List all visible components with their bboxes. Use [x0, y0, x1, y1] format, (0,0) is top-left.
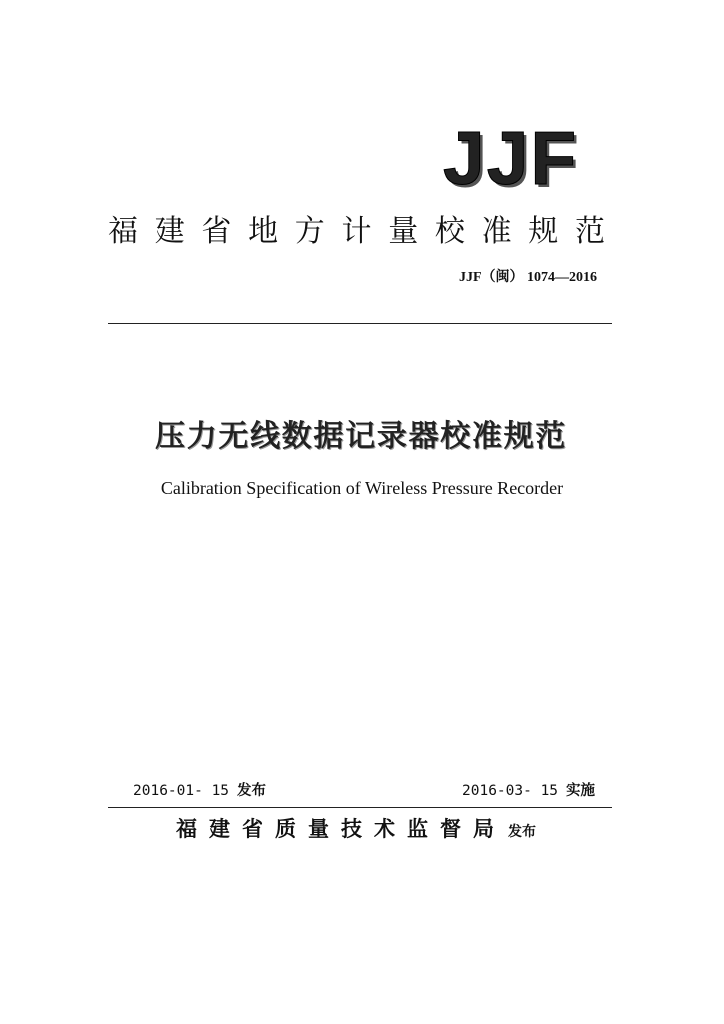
implement-label: 实施: [566, 783, 596, 799]
top-divider: [108, 323, 612, 324]
standard-number: JJF（闽） 1074—2016: [458, 270, 597, 285]
implement-date: 2016-03- 15: [462, 783, 559, 799]
document-title-chinese: 压力无线数据记录器校准规范: [155, 419, 568, 454]
issuer-name: 福建省质量技术监督局: [176, 816, 506, 841]
implement-date-line: [462, 781, 595, 800]
jjf-logo: JJF: [443, 116, 579, 200]
series-title: 福建省地方计量校准规范: [108, 214, 622, 249]
issuer-line: [176, 817, 536, 844]
bottom-divider: [108, 807, 612, 808]
document-title-english: Calibration Specification of Wireless Pressure Recorder: [160, 478, 564, 498]
issued-label: 发布: [508, 824, 536, 840]
issue-date: 2016-01- 15: [133, 783, 230, 799]
issue-date-line: [133, 781, 266, 800]
issue-label: 发布: [237, 783, 267, 799]
